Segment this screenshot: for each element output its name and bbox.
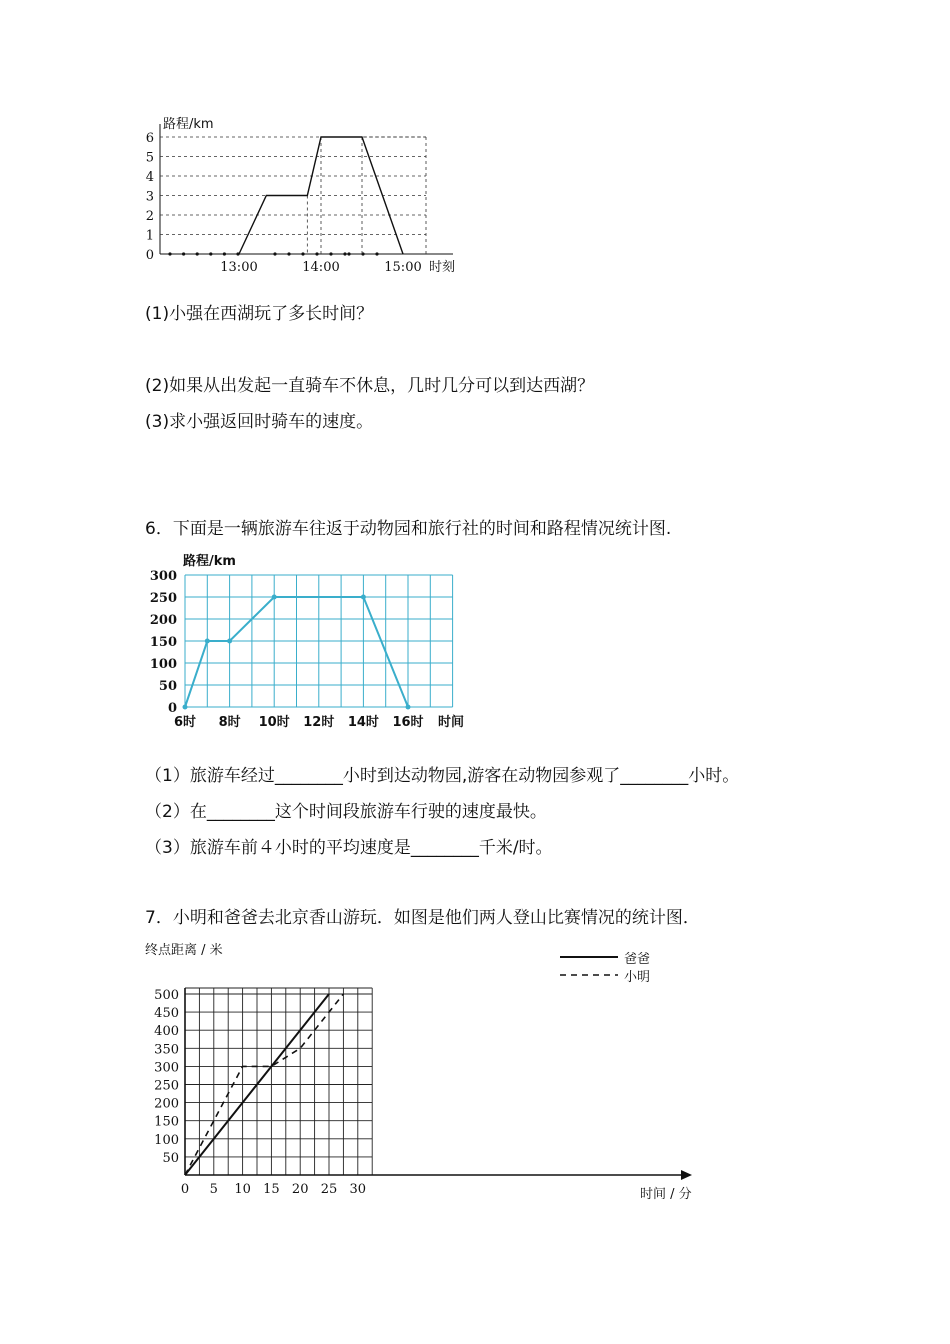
chart1-y-tick: 4 bbox=[145, 170, 154, 185]
chart3-plot bbox=[145, 942, 692, 1202]
chart-hill-climb bbox=[140, 935, 720, 1210]
chart1-y-label: 路程/km bbox=[163, 117, 214, 132]
q6-title: 6．下面是一辆旅游车往返于动物园和旅行社的时间和路程情况统计图. bbox=[145, 519, 672, 539]
chart3-x-label: 时间 / 分 bbox=[640, 1187, 692, 1202]
chart3-x-tick: 5 bbox=[209, 1182, 218, 1197]
chart1-y-tick: 1 bbox=[145, 228, 154, 244]
chart3-x-arrow bbox=[681, 1170, 692, 1180]
chart2-x-tick: 12时 bbox=[303, 715, 335, 730]
chart1-x-tick: 15:00 bbox=[384, 260, 422, 275]
chart2-x-tick: 8时 bbox=[218, 715, 241, 730]
q5-sub3: (3)求小强返回时骑车的速度。 bbox=[145, 412, 374, 432]
chart3-y-tick: 500 bbox=[154, 988, 179, 1003]
chart2-point bbox=[183, 705, 188, 710]
chart2-x-tick: 6时 bbox=[173, 715, 197, 730]
chart2-y-tick: 0 bbox=[167, 701, 177, 716]
chart2-x-tick: 14时 bbox=[347, 715, 379, 730]
chart3-y-tick: 450 bbox=[154, 1006, 179, 1022]
chart2-y-tick: 250 bbox=[149, 591, 177, 606]
chart3-x-tick: 20 bbox=[291, 1182, 309, 1197]
chart1-axis-dot bbox=[168, 252, 171, 255]
chart1-axis-dot bbox=[273, 252, 276, 255]
q5-sub1: (1)小强在西湖玩了多长时间？ bbox=[145, 304, 374, 324]
chart1-axis-dot bbox=[343, 252, 346, 255]
q5-sub2: (2)如果从出发起一直骑车不休息，几时几分可以到达西湖？ bbox=[145, 376, 595, 396]
chart1-x-label: 时刻 bbox=[429, 260, 456, 275]
chart1-y-tick: 5 bbox=[145, 150, 154, 166]
chart-tour-bus bbox=[145, 545, 515, 735]
chart1-axis-dot bbox=[315, 252, 318, 255]
chart2-y-tick: 50 bbox=[158, 679, 177, 694]
chart1-plot bbox=[146, 117, 455, 275]
chart3-x-tick: 30 bbox=[349, 1182, 367, 1197]
q7-title: 7．小明和爸爸去北京香山游玩．如图是他们两人登山比赛情况的统计图． bbox=[145, 908, 700, 928]
chart3-y-tick: 350 bbox=[154, 1042, 179, 1058]
chart3-x-tick: 0 bbox=[180, 1182, 190, 1197]
chart1-axis-dot bbox=[375, 252, 378, 255]
chart2-y-label: 路程/km bbox=[183, 554, 236, 569]
chart1-axis-dot bbox=[287, 252, 290, 255]
chart2-plot bbox=[150, 553, 464, 730]
chart1-y-tick: 3 bbox=[145, 189, 154, 205]
chart2-x-tick: 16时 bbox=[392, 715, 424, 730]
chart1-y-tick: 2 bbox=[145, 209, 154, 224]
chart2-point bbox=[361, 595, 366, 600]
chart1-x-tick: 13:00 bbox=[220, 260, 258, 275]
chart3-legend-dad: 爸爸 bbox=[624, 952, 651, 967]
chart2-point bbox=[406, 705, 411, 710]
q6-sub1: （1）旅游车经过________小时到达动物园,游客在动物园参观了________小时。 bbox=[145, 766, 740, 786]
chart2-x-label: 时间 bbox=[438, 715, 465, 730]
chart2-point bbox=[227, 639, 232, 644]
chart2-x-tick: 10时 bbox=[258, 715, 290, 730]
q6-sub3: （3）旅游车前４小时的平均速度是________千米/时。 bbox=[145, 838, 553, 858]
chart1-axis-dot bbox=[329, 252, 332, 255]
chart1-axis-dot bbox=[196, 252, 199, 255]
chart-xiaoqiang-distance bbox=[135, 110, 475, 282]
chart2-y-tick: 100 bbox=[149, 657, 177, 672]
chart3-y-tick: 400 bbox=[154, 1024, 179, 1040]
chart2-point bbox=[205, 639, 210, 644]
chart1-axis-dot bbox=[209, 252, 212, 255]
chart3-y-tick: 50 bbox=[162, 1150, 179, 1166]
chart1-axis-dot bbox=[301, 252, 304, 255]
chart3-y-tick: 200 bbox=[154, 1096, 179, 1112]
chart1-axis-dot bbox=[182, 252, 185, 255]
chart1-axis-dot bbox=[347, 252, 350, 255]
chart2-point bbox=[272, 595, 277, 600]
chart1-x-tick: 14:00 bbox=[302, 260, 340, 275]
chart1-axis-dot bbox=[223, 252, 226, 255]
chart3-x-tick: 10 bbox=[234, 1182, 251, 1197]
chart3-y-tick: 250 bbox=[154, 1078, 179, 1094]
chart3-y-label: 终点距离 / 米 bbox=[145, 943, 223, 958]
chart2-y-tick: 300 bbox=[149, 569, 177, 584]
chart3-y-tick: 100 bbox=[154, 1132, 179, 1148]
chart3-x-tick: 15 bbox=[263, 1182, 280, 1197]
chart1-y-tick: 0 bbox=[145, 248, 154, 263]
chart2-y-tick: 150 bbox=[149, 635, 177, 650]
chart1-y-tick: 6 bbox=[145, 131, 154, 146]
chart3-legend-xiaoming: 小明 bbox=[624, 970, 651, 985]
q6-sub2: （2）在________这个时间段旅游车行驶的速度最快。 bbox=[145, 802, 547, 822]
chart3-y-tick: 300 bbox=[154, 1060, 179, 1076]
chart3-x-tick: 25 bbox=[320, 1182, 338, 1197]
chart3-y-tick: 150 bbox=[154, 1114, 179, 1130]
chart2-y-tick: 200 bbox=[149, 613, 177, 628]
